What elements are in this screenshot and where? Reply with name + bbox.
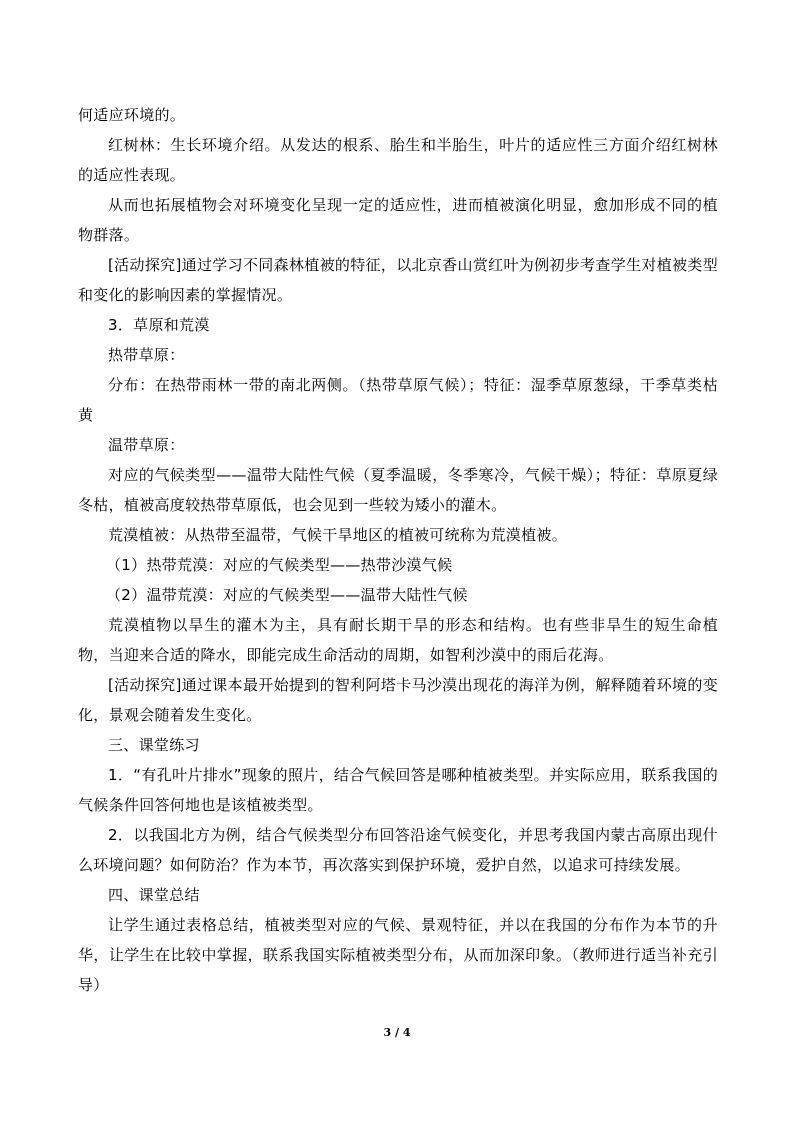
paragraph-temperate-grassland: 对应的气候类型——温带大陆性气候（夏季温暖，冬季寒冷，气候干燥）；特征：草原夏绿冬枯，植被高度较热带草原低，也会见到一些较为矮小的灌木。: [78, 466, 718, 514]
practice-item-2: 2．以我国北方为例，结合气候类型分布回答沿途气候变化，并思考我国内蒙古高原出现什么环境问题？如何防治？作为本节，再次落实到保护环境，爱护自然，以追求可持续发展。: [78, 826, 718, 874]
document-body: [78, 100, 718, 1000]
subheading-temperate-grassland: 温带草原：: [108, 436, 185, 454]
paragraph-activity-desert: [活动探究]通过课本最开始提到的智利阿塔卡马沙漠出现花的海洋为例，解释随着环境的变化，景观会随着发生变化。: [78, 676, 718, 724]
paragraph-activity-forest: [活动探究]通过学习不同森林植被的特征，以北京香山赏红叶为例初步考查学生对植被类型和变化的影响因素的掌握情况。: [78, 256, 718, 304]
paragraph-mangrove: 红树林：生长环境介绍。从发达的根系、胎生和半胎生，叶片的适应性三方面介绍红树林的适应性表现。: [78, 136, 718, 184]
page-number: 3 / 4: [383, 1026, 411, 1039]
paragraph-adaptation: 从而也拓展植物会对环境变化呈现一定的适应性，进而植被演化明显，愈加形成不同的植物群落。: [78, 196, 718, 244]
section-heading-practice: 三、课堂练习: [108, 736, 200, 754]
list-item-tropical-desert: （1）热带荒漠：对应的气候类型——热带沙漠气候: [106, 556, 453, 574]
list-item-temperate-desert: （2）温带荒漠：对应的气候类型——温带大陆性气候: [106, 586, 468, 604]
section-heading-summary: 四、课堂总结: [108, 886, 200, 904]
section-heading-grassland-desert: 3．草原和荒漠: [108, 316, 210, 334]
practice-item-1: 1．“有孔叶片排水”现象的照片，结合气候回答是哪种植被类型。并实际应用，联系我国的气候条件回答何地也是该植被类型。: [78, 766, 718, 814]
paragraph-tropical-grassland: 分布：在热带雨林一带的南北两侧。（热带草原气候）；特征：湿季草原葱绿，干季草类枯黄: [78, 376, 718, 424]
paragraph-desert-plants: 荒漠植物以旱生的灌木为主，具有耐长期干旱的形态和结构。也有些非旱生的短生命植物，当迎来合适的降水，即能完成生命活动的周期，如智利沙漠中的雨后花海。: [78, 616, 718, 664]
paragraph-continuation: 何适应环境的。: [78, 106, 186, 124]
subheading-tropical-grassland: 热带草原：: [108, 346, 185, 364]
paragraph-desert-vegetation: 荒漠植被：从热带至温带，气候干旱地区的植被可统称为荒漠植被。: [108, 526, 568, 544]
paragraph-summary: 让学生通过表格总结，植被类型对应的气候、景观特征，并以在我国的分布作为本节的升华，让学生在比较中掌握，联系我国实际植被类型分布，从而加深印象。（教师进行适当补充引导）: [78, 916, 718, 994]
